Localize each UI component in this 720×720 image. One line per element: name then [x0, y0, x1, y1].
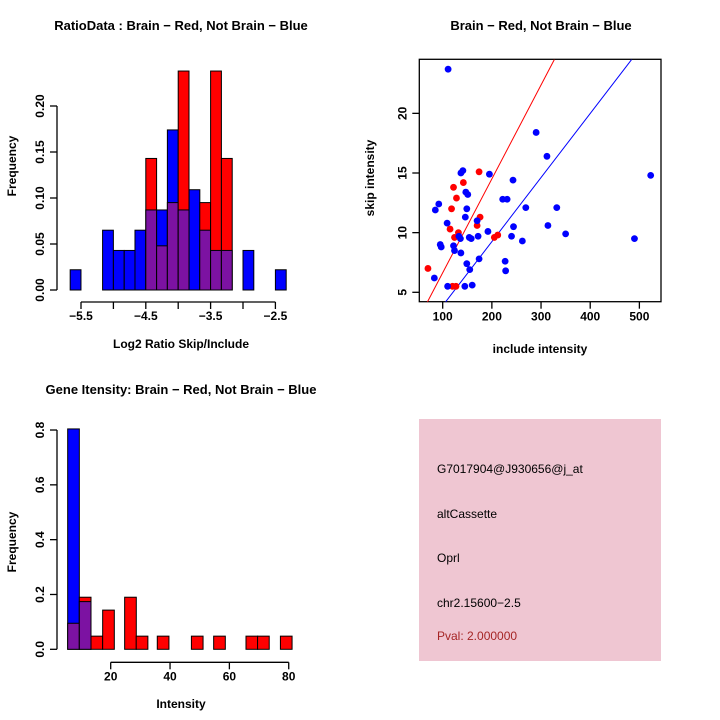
scatter-point-red [448, 205, 455, 212]
hist1-xlabel: Log2 Ratio Skip/Include [112, 337, 249, 351]
hist-bar-red [191, 636, 203, 649]
scatter-point-blue [468, 235, 475, 242]
x-tick-label: −3.5 [198, 309, 223, 323]
scatter-point-blue [533, 129, 540, 136]
chromosome-location: chr2.15600−2.5 [437, 596, 521, 610]
hist-bar-overlap [167, 203, 178, 290]
scatter-point-blue [464, 191, 471, 198]
x-tick-label: 80 [282, 669, 296, 684]
scatter-point-blue [553, 204, 560, 211]
hist-bar-blue [68, 429, 80, 649]
scatter-point-blue [522, 204, 529, 211]
scatter-point-red [450, 184, 457, 191]
scatter-point-blue [457, 250, 464, 257]
hist-bar-overlap [146, 210, 157, 290]
hist-bar-overlap [79, 602, 91, 650]
scatter-point-blue [461, 283, 468, 290]
scatter-point-blue [432, 207, 439, 214]
hist-bar-red [258, 636, 270, 649]
hist2-title: Gene Itensity: Brain − Red, Not Brain − Blue [45, 382, 317, 397]
x-tick-label: 40 [163, 669, 177, 684]
hist-bar-overlap [200, 230, 211, 290]
hist-bar-red [125, 597, 137, 649]
scatter-point-blue [444, 220, 451, 227]
hist-bar-overlap [211, 250, 222, 290]
hist-bar-overlap [221, 250, 232, 290]
scatter-ylabel: skip intensity [363, 139, 377, 217]
hist-bar-blue [189, 190, 200, 290]
hist-bar-blue [124, 250, 135, 290]
scatter-point-blue [475, 233, 482, 240]
x-tick-label: 300 [531, 309, 552, 324]
scatter-point-blue [504, 196, 511, 203]
scatter-point-blue [502, 258, 509, 265]
fit-line-blue [446, 60, 632, 302]
scatter-point-blue [431, 275, 438, 282]
hist-bar-red [157, 636, 169, 649]
scatter-point-blue [562, 230, 569, 237]
x-tick-label: 200 [481, 309, 502, 324]
y-tick-label: 0.05 [33, 232, 47, 256]
scatter-point-red [447, 226, 454, 233]
scatter-point-blue [466, 266, 473, 273]
scatter-point-red [460, 179, 467, 186]
scatter-point-blue [485, 228, 492, 235]
x-tick-label: 100 [432, 309, 453, 324]
x-tick-label: −4.5 [133, 309, 158, 323]
hist-bar-blue [243, 250, 254, 290]
y-tick-label: 5 [395, 288, 410, 296]
hist-bar-red [91, 636, 103, 649]
scatter-xlabel: include intensity [492, 342, 588, 356]
scatter-point-blue [631, 235, 638, 242]
hist2-xlabel: Intensity [156, 697, 206, 711]
probe-id: G7017904@J930656@j_at [437, 462, 583, 476]
scatter-point-blue [508, 233, 515, 240]
scatter-point-blue [510, 177, 517, 184]
scatter-point-blue [647, 172, 654, 179]
x-tick-label: −2.5 [263, 309, 288, 323]
y-tick-label: 0.0 [33, 640, 47, 658]
gene-name: Oprl [437, 551, 460, 565]
hist-bar-blue [103, 230, 114, 290]
scatter-point-blue [502, 267, 509, 274]
y-tick-label: 0.20 [33, 94, 47, 118]
scatter-point-blue [476, 255, 483, 262]
scatter-point-blue [462, 214, 469, 221]
scatter-point-blue [437, 241, 444, 248]
scatter-box [419, 59, 661, 301]
scatter-point-blue [486, 171, 493, 178]
scatter-point-blue [510, 223, 517, 230]
hist-bar-blue [275, 270, 286, 290]
pval-text: Pval: 2.000000 [437, 629, 518, 643]
scatter-point-blue [457, 235, 464, 242]
hist1-title: RatioData : Brain − Red, Not Brain − Blue [54, 18, 308, 33]
scatter-point-blue [545, 222, 552, 229]
y-tick-label: 0.8 [33, 421, 47, 439]
scatter-point-red [453, 283, 460, 290]
scatter-point-blue [435, 201, 442, 208]
hist-bar-blue [70, 270, 81, 290]
scatter-point-red [425, 265, 432, 272]
hist-bar-red [214, 636, 226, 649]
x-tick-label: 60 [222, 669, 237, 684]
hist-bar-red [246, 636, 258, 649]
scatter-point-blue [474, 217, 481, 224]
scatter-point-blue [519, 238, 526, 245]
scatter-point-red [476, 168, 483, 175]
y-tick-label: 20 [395, 106, 410, 121]
x-tick-label: 20 [104, 669, 118, 684]
x-tick-label: 500 [629, 309, 650, 324]
hist-bar-red [103, 610, 115, 649]
hist-bar-overlap [157, 246, 168, 290]
scatter-point-blue [469, 282, 476, 289]
scatter-title: Brain − Red, Not Brain − Blue [450, 18, 632, 33]
fit-line-red [427, 60, 554, 302]
y-tick-label: 0.2 [33, 586, 47, 603]
hist-bar-overlap [68, 623, 80, 649]
hist1-ylabel: Frequency [5, 135, 19, 197]
scatter-point-blue [451, 247, 458, 254]
x-tick-label: 400 [580, 309, 601, 324]
x-tick-label: −5.5 [69, 309, 93, 323]
y-tick-label: 0.6 [33, 476, 47, 494]
splice-type: altCassette [437, 507, 498, 521]
hist-bar-red [280, 636, 292, 649]
scatter-point-blue [463, 260, 470, 267]
hist-bar-blue [113, 250, 124, 290]
hist2-ylabel: Frequency [5, 511, 19, 573]
info-panel [419, 419, 661, 661]
scatter-point-blue [544, 153, 551, 160]
scatter-point-red [491, 234, 498, 241]
scatter-point-blue [444, 283, 451, 290]
scatter-point-blue [445, 66, 452, 73]
y-tick-label: 0.15 [33, 140, 47, 164]
y-tick-label: 0.4 [33, 531, 47, 549]
y-tick-label: 10 [395, 225, 410, 240]
hist-bar-blue [135, 230, 146, 290]
hist-bar-red [136, 636, 148, 649]
hist-bar-overlap [178, 210, 189, 290]
scatter-point-red [453, 195, 460, 202]
y-tick-label: 0.00 [33, 278, 47, 302]
scatter-point-blue [463, 205, 470, 212]
y-tick-label: 0.10 [33, 186, 47, 210]
scatter-point-blue [459, 167, 466, 174]
y-tick-label: 15 [395, 166, 410, 180]
